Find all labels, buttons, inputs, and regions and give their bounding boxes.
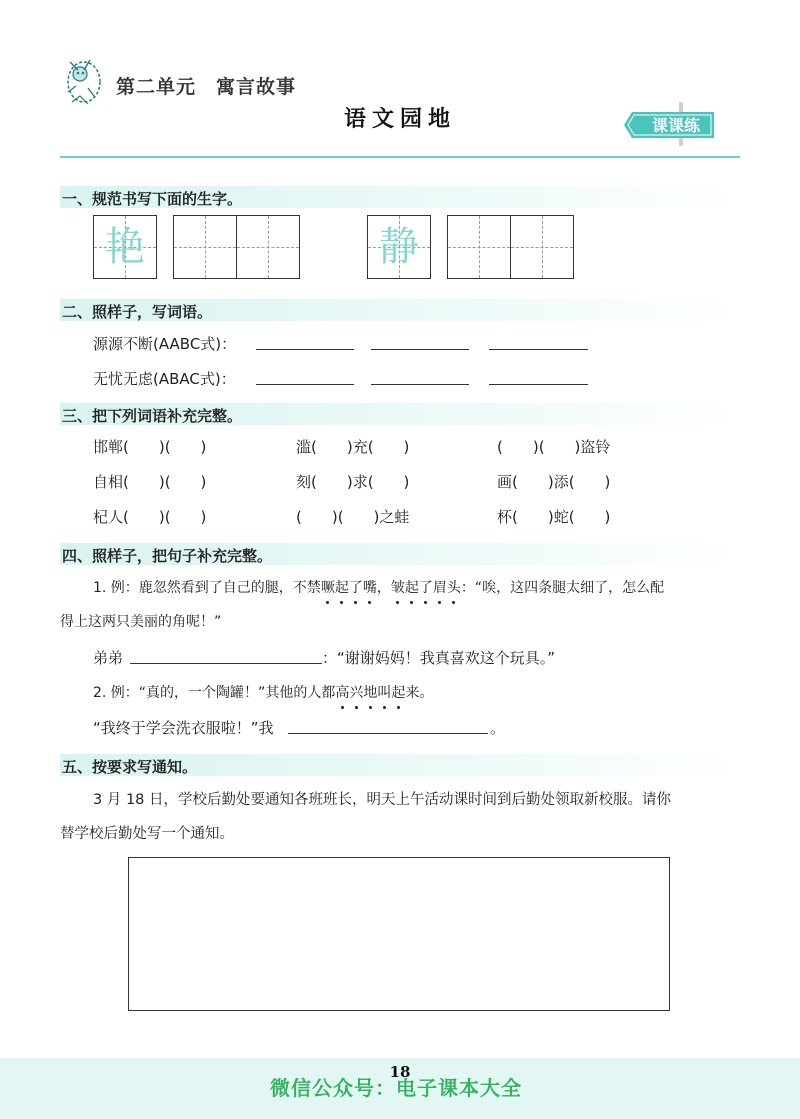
answer-blank[interactable] — [288, 717, 488, 734]
word-pattern-abac: 无忧无虑(ABAC式)： — [93, 370, 236, 388]
example-1-sentence: 1. 例：鹿忽然看到了自己的腿，不禁噘起了嘴，皱起了眉头：“唉，这四条腿太细了，怎么配 — [93, 577, 664, 597]
answer-blank[interactable] — [256, 333, 354, 350]
notice-prompt: 3 月 18 日，学校后勤处要通知各班班长，明天上午活动课时间到后勤处领取新校服。请你 — [93, 792, 671, 808]
idiom-fill-item[interactable]: ( )( )盗铃 — [497, 438, 611, 456]
emphasis-dots-1: 噘起了嘴 — [321, 580, 377, 596]
fill-1-quote: ：“谢谢妈妈！我真喜欢这个玩具。” — [322, 649, 556, 667]
answer-blank[interactable] — [371, 368, 469, 385]
page-title: 语文园地 — [343, 106, 456, 132]
idiom-fill-item[interactable]: ( )( )之蛙 — [296, 508, 410, 526]
section-4-title: 四、照样子，把句子补充完整。 — [62, 547, 273, 565]
idiom-fill-item[interactable]: 画( )添( ) — [497, 473, 611, 491]
char-box-write[interactable] — [447, 215, 511, 279]
section-2-title: 二、照样子，写词语。 — [62, 303, 213, 321]
lesson-badge-label: 课课练 — [651, 116, 700, 135]
idiom-fill-item[interactable]: 自相( )( ) — [93, 473, 207, 491]
emphasis-dots-2: 皱起了眉头 — [391, 580, 461, 596]
idiom-fill-item[interactable]: 滥( )充( ) — [296, 438, 410, 456]
answer-blank[interactable] — [489, 333, 588, 350]
section-4-header — [60, 543, 740, 565]
fill-1-subject: 弟弟 — [93, 649, 124, 667]
notice-writing-area[interactable] — [128, 857, 670, 1011]
idiom-fill-item[interactable]: 刻( )求( ) — [296, 473, 410, 491]
section-5-title: 五、按要求写通知。 — [62, 758, 198, 776]
char-box-write[interactable] — [510, 215, 574, 279]
answer-blank[interactable] — [489, 368, 588, 385]
watermark: 微信公众号：电子课本大全 — [270, 1076, 522, 1100]
answer-blank[interactable] — [371, 333, 469, 350]
emphasis-dots-3: 高兴地叫起 — [335, 685, 405, 701]
section-3-title: 三、把下列词语补充完整。 — [62, 407, 243, 425]
section-2-header — [60, 299, 740, 321]
sample-char-1: 艳 — [105, 224, 145, 270]
fill-2-quote: “我终于学会洗衣服啦！”我 — [93, 719, 274, 737]
unit-title: 第二单元 寓言故事 — [116, 76, 297, 98]
word-pattern-aabc: 源源不断(AABC式)： — [93, 335, 237, 353]
char-box-sample-1 — [93, 215, 157, 279]
fill-2-end: 。 — [490, 719, 506, 737]
char-box-write[interactable] — [236, 215, 300, 279]
example-1-sentence-cont: 得上这两只美丽的角呢！” — [60, 614, 222, 630]
char-box-write[interactable] — [173, 215, 237, 279]
section-1-header — [60, 186, 740, 208]
answer-blank[interactable] — [256, 368, 354, 385]
char-box-sample-2 — [367, 215, 431, 279]
page-number: 18 — [389, 1063, 411, 1081]
section-3-header — [60, 403, 740, 425]
idiom-fill-item[interactable]: 邯郸( )( ) — [93, 438, 207, 456]
idiom-fill-item[interactable]: 杯( )蛇( ) — [497, 508, 611, 526]
idiom-fill-item[interactable]: 杞人( )( ) — [93, 508, 207, 526]
sample-char-2: 静 — [379, 224, 419, 270]
mascot-illustration — [60, 52, 106, 108]
notice-prompt-cont: 替学校后勤处写一个通知。 — [60, 826, 234, 842]
example-2-sentence: 2. 例：“真的，一个陶罐！”其他的人都高兴地叫起来。 — [93, 682, 433, 702]
answer-blank[interactable] — [130, 647, 322, 664]
section-5-header — [60, 754, 740, 776]
section-1-title: 一、规范书写下面的生字。 — [62, 190, 243, 208]
header-divider — [60, 156, 740, 158]
